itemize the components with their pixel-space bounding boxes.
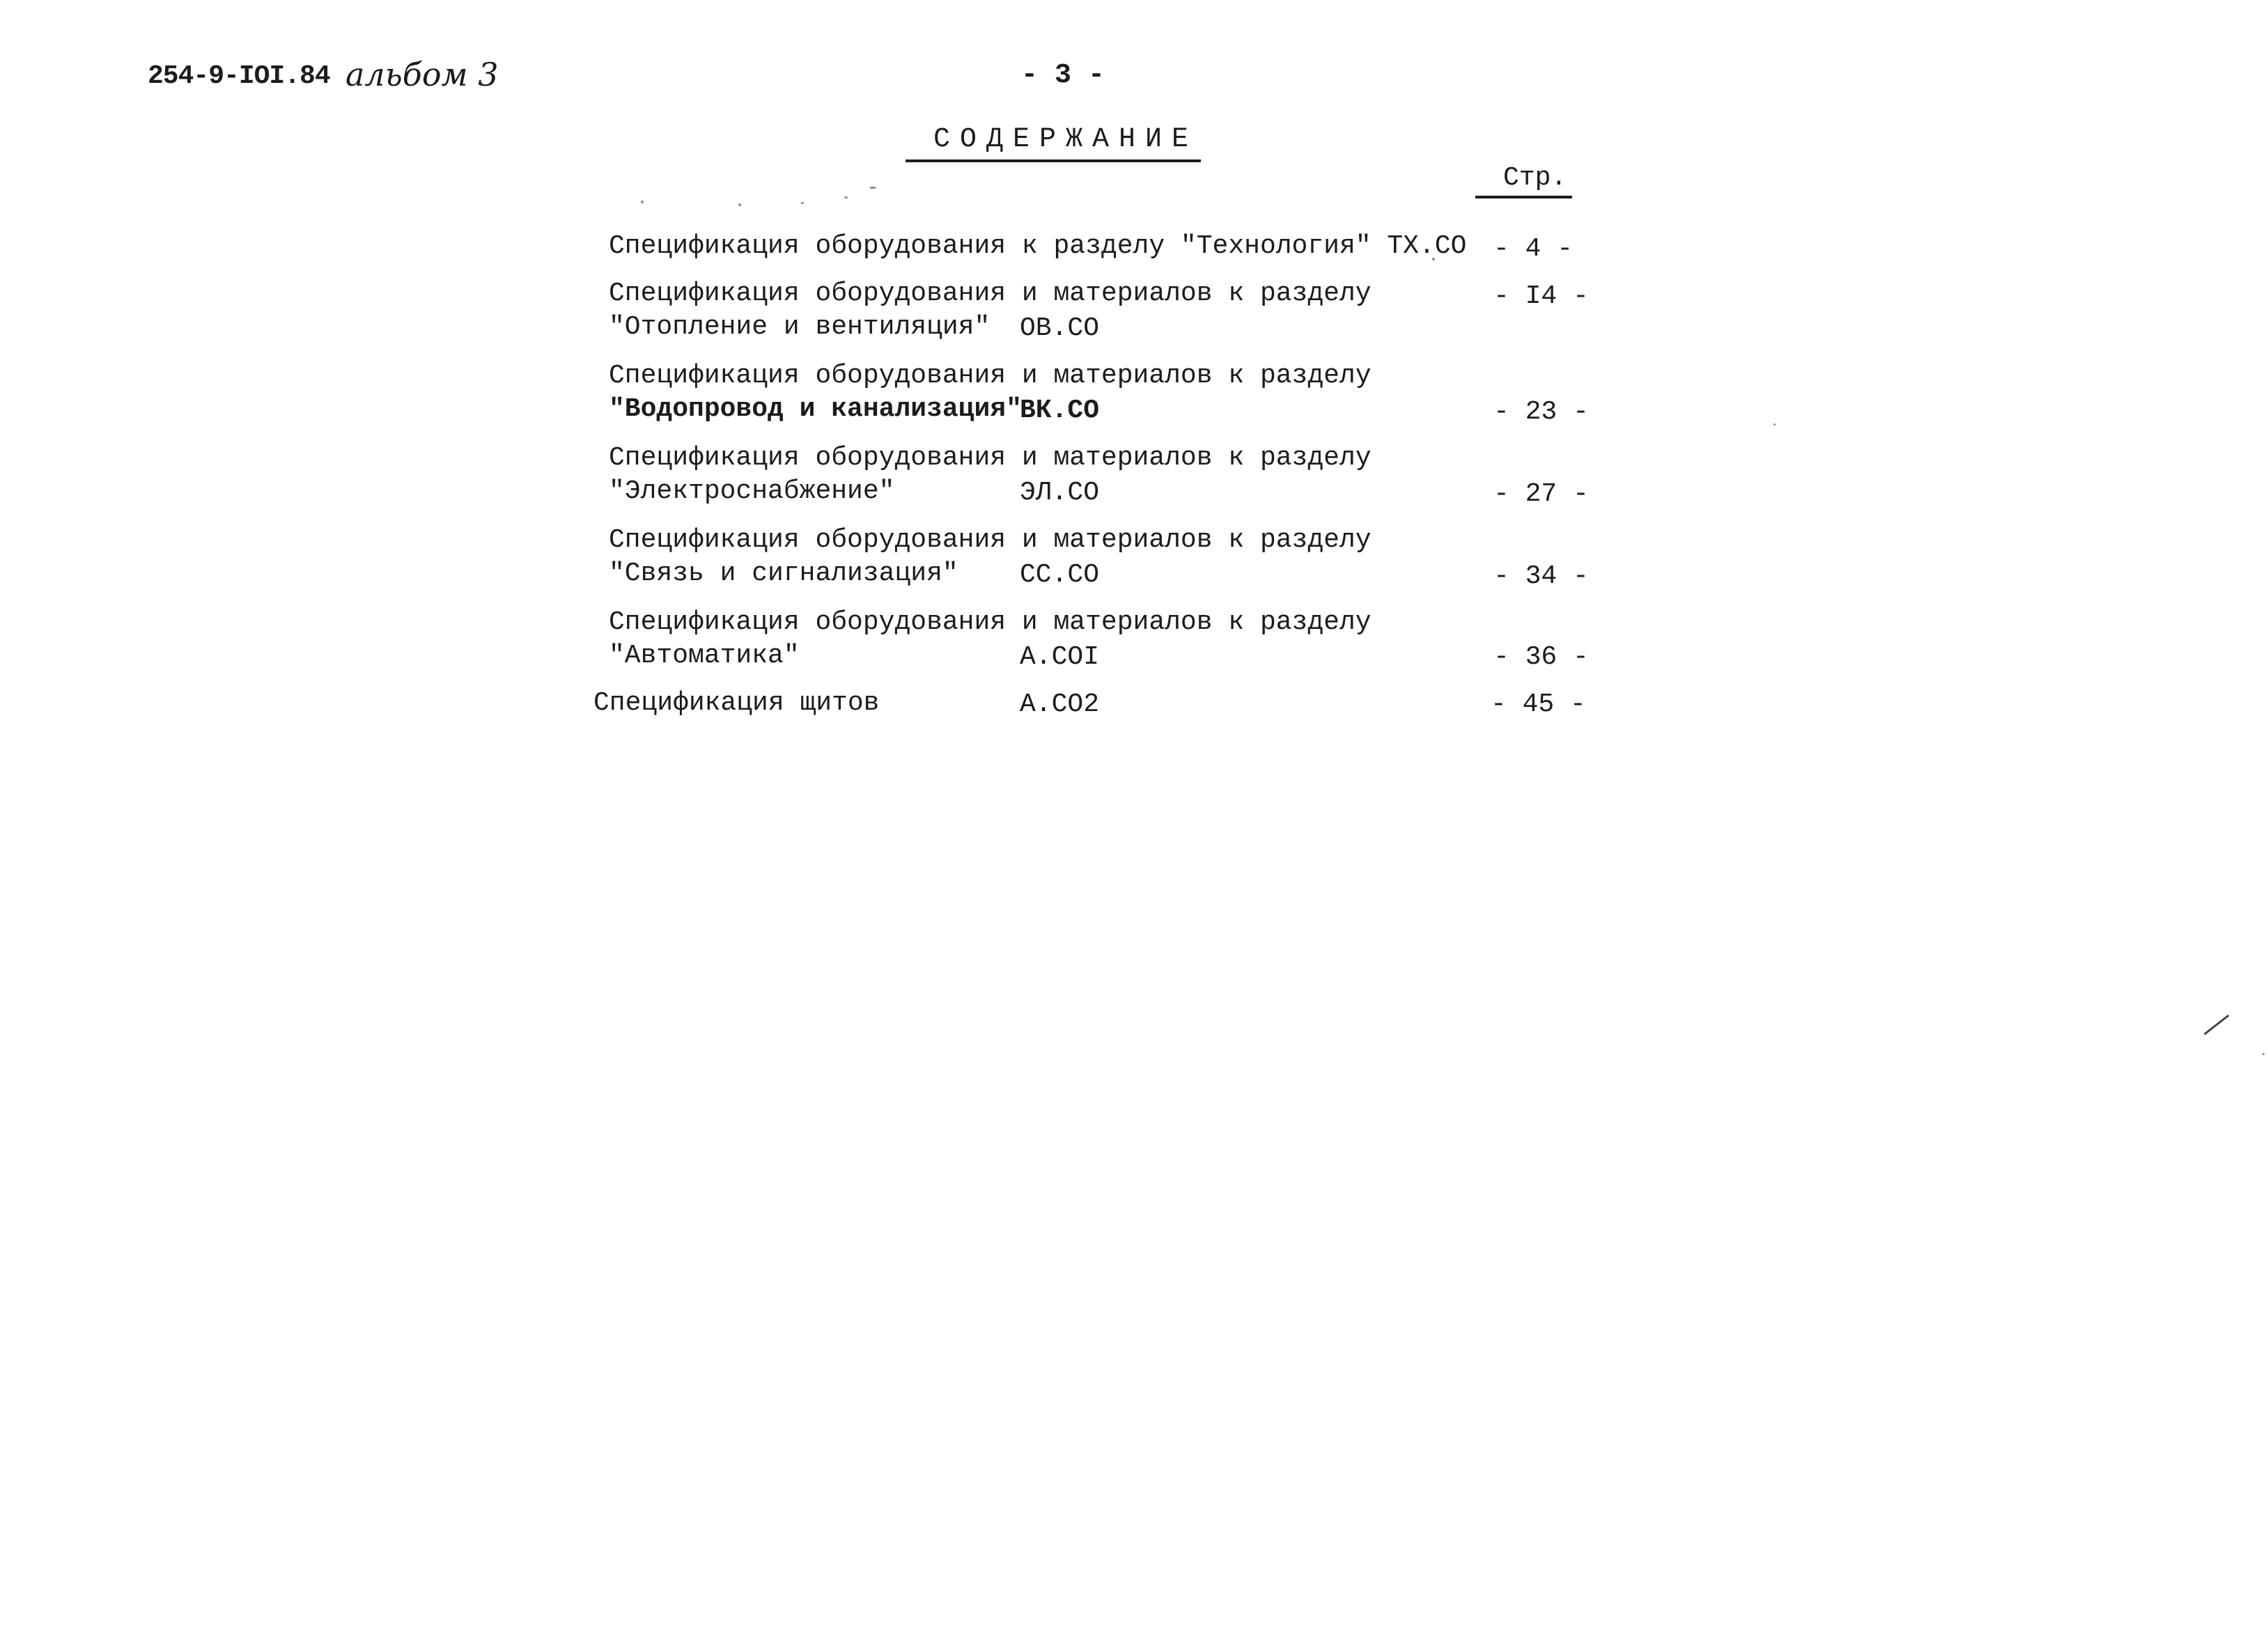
- toc-entry-4-code: ЭЛ.СО: [1020, 478, 1100, 508]
- toc-entry-2-code: ОВ.СО: [1020, 313, 1100, 343]
- toc-entry-4-line2: "Электроснабжение": [609, 476, 895, 506]
- toc-entry-5-line1: Спецификация оборудования и материалов к разделу: [609, 525, 1372, 555]
- toc-entry-3-page: - 23 -: [1493, 397, 1589, 427]
- page-column-header: Стр.: [1475, 163, 1572, 198]
- pen-mark: [2204, 1015, 2230, 1035]
- page-number: - 3 -: [1021, 60, 1105, 91]
- toc-entry-2-page: - I4 -: [1493, 281, 1589, 311]
- toc-entry-4-line1: Спецификация оборудования и материалов к разделу: [609, 443, 1372, 473]
- toc-entry-1-page: - 4 -: [1493, 234, 1574, 264]
- toc-entry-7-code: А.СО2: [1020, 689, 1100, 719]
- toc-entry-6-line1: Спецификация оборудования и материалов к разделу: [609, 607, 1372, 637]
- toc-entry-3-line2: "Водопровод и канализация": [609, 394, 1022, 424]
- contents-title: СОДЕРЖАНИЕ: [906, 124, 1201, 162]
- toc-entry-5-line2: "Связь и сигнализация": [609, 559, 958, 588]
- document-code: 254-9-IOI.84: [148, 61, 330, 91]
- toc-entry-7-line1: Спецификация щитов: [593, 688, 880, 718]
- toc-entry-3-code: ВК.СО: [1020, 396, 1100, 426]
- toc-entry-2-line2: "Отопление и вентиляция": [609, 312, 991, 342]
- toc-entry-6-code: А.СОI: [1020, 642, 1100, 672]
- toc-entry-4-page: - 27 -: [1493, 479, 1589, 509]
- toc-entry-6-line2: "Автоматика": [609, 641, 800, 671]
- toc-entry-1-line1: Спецификация оборудования к разделу "Технология" ТХ.СО: [609, 231, 1467, 261]
- album-handwritten-note: альбом 3: [345, 56, 499, 93]
- toc-entry-5-code: СС.СО: [1020, 560, 1100, 590]
- toc-entry-5-page: - 34 -: [1493, 561, 1589, 591]
- toc-entry-6-page: - 36 -: [1493, 642, 1589, 672]
- toc-entry-3-line1: Спецификация оборудования и материалов к разделу: [609, 361, 1372, 391]
- toc-entry-7-page: - 45 -: [1491, 689, 1586, 719]
- toc-entry-2-line1: Спецификация оборудования и материалов к разделу: [609, 279, 1372, 309]
